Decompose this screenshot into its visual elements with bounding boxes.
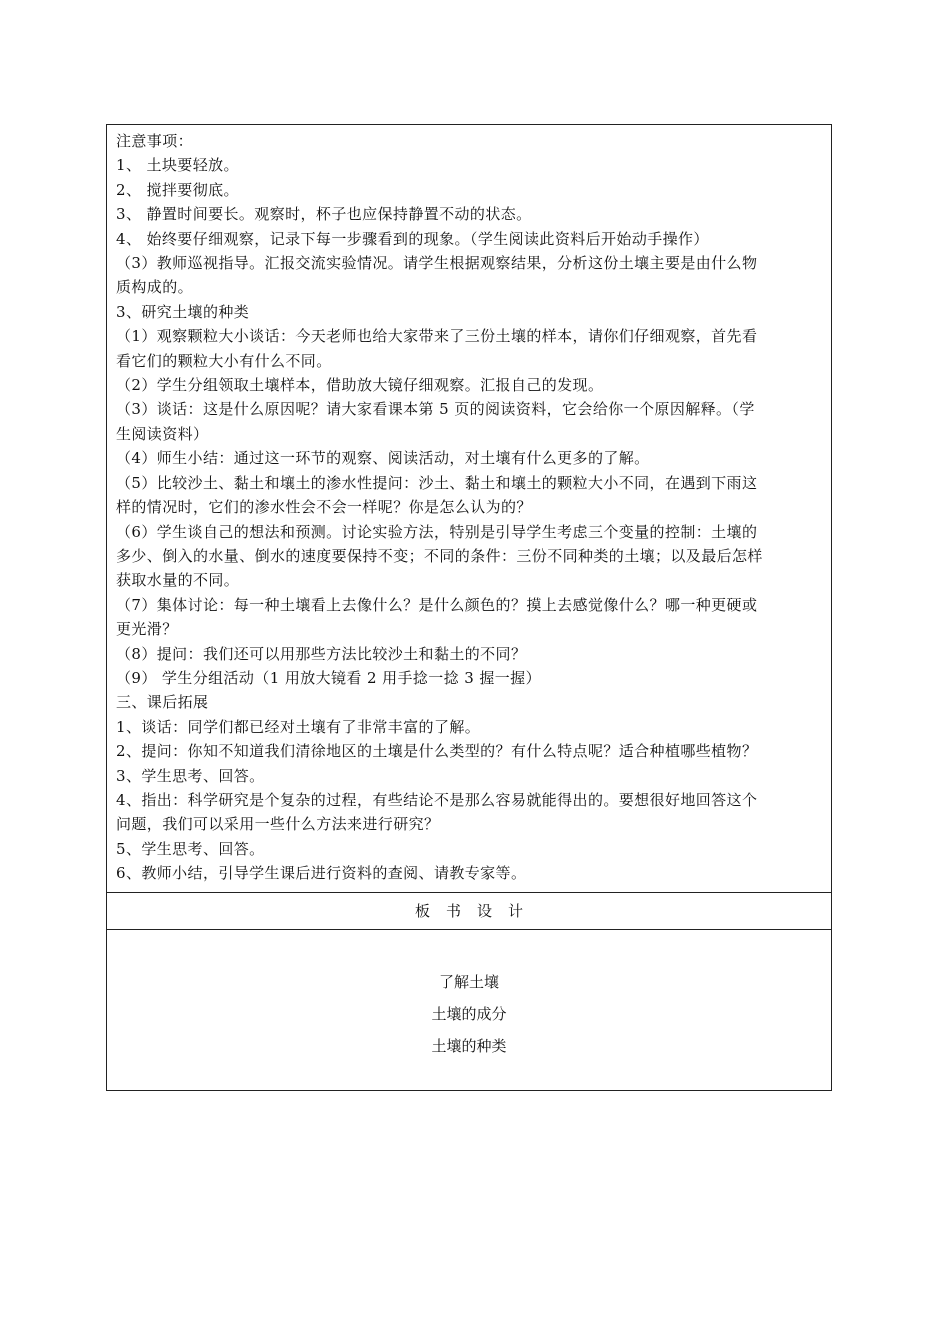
lesson-table	[106, 124, 832, 1091]
note-line: （8）提问：我们还可以用那些方法比较沙土和黏土的不同？	[116, 644, 527, 663]
note-line: 4、 始终要仔细观察，记录下每一步骤看到的现象。（学生阅读此资料后开始动手操作）	[116, 229, 709, 248]
board-line: 土壤的种类	[431, 1036, 507, 1055]
board-design-cell	[107, 930, 831, 1090]
note-line: 5、学生思考、回答。	[116, 839, 265, 858]
note-line: （1）观察颗粒大小谈话：今天老师也给大家带来了三份土壤的样本，请你们仔细观察，首先看	[116, 327, 758, 346]
note-line: 3、 静置时间要长。观察时，杯子也应保持静置不动的状态。	[116, 205, 532, 224]
note-line: 生阅读资料）	[116, 424, 209, 443]
note-line: 三、课后拓展	[116, 693, 209, 712]
note-line: （9） 学生分组活动（1 用放大镜看 2 用手捻一捻 3 握一握）	[116, 668, 541, 687]
board-design-heading	[107, 893, 831, 930]
lesson-notes-cell	[107, 125, 831, 893]
note-line: （6）学生谈自己的想法和预测。讨论实验方法，特别是引导学生考虑三个变量的控制：土壤的	[116, 522, 758, 541]
note-line: （2）学生分组领取土壤样本，借助放大镜仔细观察。汇报自己的发现。	[116, 376, 604, 395]
note-line: 问题，我们可以采用一些什么方法来进行研究？	[116, 815, 440, 834]
board-line: 了解土壤	[438, 972, 499, 991]
note-line: 4、指出：科学研究是个复杂的过程，有些结论不是那么容易就能得出的。要想很好地回答这个	[116, 790, 758, 809]
note-line: 3、研究土壤的种类	[116, 302, 250, 321]
note-line: 更光滑？	[116, 620, 178, 639]
note-line: 注意事项：	[116, 132, 194, 150]
note-line: 获取水量的不同。	[116, 571, 240, 590]
board-design-heading-text: 板书设计	[414, 901, 539, 920]
note-line: 2、 搅拌要彻底。	[116, 180, 239, 199]
note-line: 看它们的颗粒大小有什么不同。	[116, 351, 332, 370]
note-line: 样的情况时，它们的渗水性会不会一样呢？你是怎么认为的？	[116, 498, 532, 517]
note-line: 1、 土块要轻放。	[116, 156, 239, 175]
note-line: 多少、倒入的水量、倒水的速度要保持不变；不同的条件：三份不同种类的土壤；以及最后怎样	[116, 546, 763, 565]
note-line: 3、学生思考、回答。	[116, 766, 265, 785]
note-line: （3）教师巡视指导。汇报交流实验情况。请学生根据观察结果，分析这份土壤主要是由什么物	[116, 254, 758, 273]
board-line: 土壤的成分	[431, 1004, 507, 1023]
note-line: 6、教师小结，引导学生课后进行资料的查阅、请教专家等。	[116, 864, 527, 883]
note-line: （5）比较沙土、黏土和壤土的渗水性提问：沙土、黏土和壤土的颗粒大小不同，在遇到下雨这	[116, 473, 758, 492]
note-line: 1、谈话：同学们都已经对土壤有了非常丰富的了解。	[116, 717, 481, 736]
note-line: 2、提问：你知不知道我们清徐地区的土壤是什么类型的？有什么特点呢？适合种植哪些植物？	[116, 742, 758, 761]
note-line: （7）集体讨论：每一种土壤看上去像什么？是什么颜色的？摸上去感觉像什么？哪一种更硬或	[116, 595, 758, 614]
note-line: 质构成的。	[116, 278, 194, 297]
note-line: （3）谈话：这是什么原因呢？请大家看课本第 5 页的阅读资料，它会给你一个原因解释。（学	[116, 400, 755, 419]
note-line: （4）师生小结：通过这一环节的观察、阅读活动，对土壤有什么更多的了解。	[116, 449, 650, 468]
